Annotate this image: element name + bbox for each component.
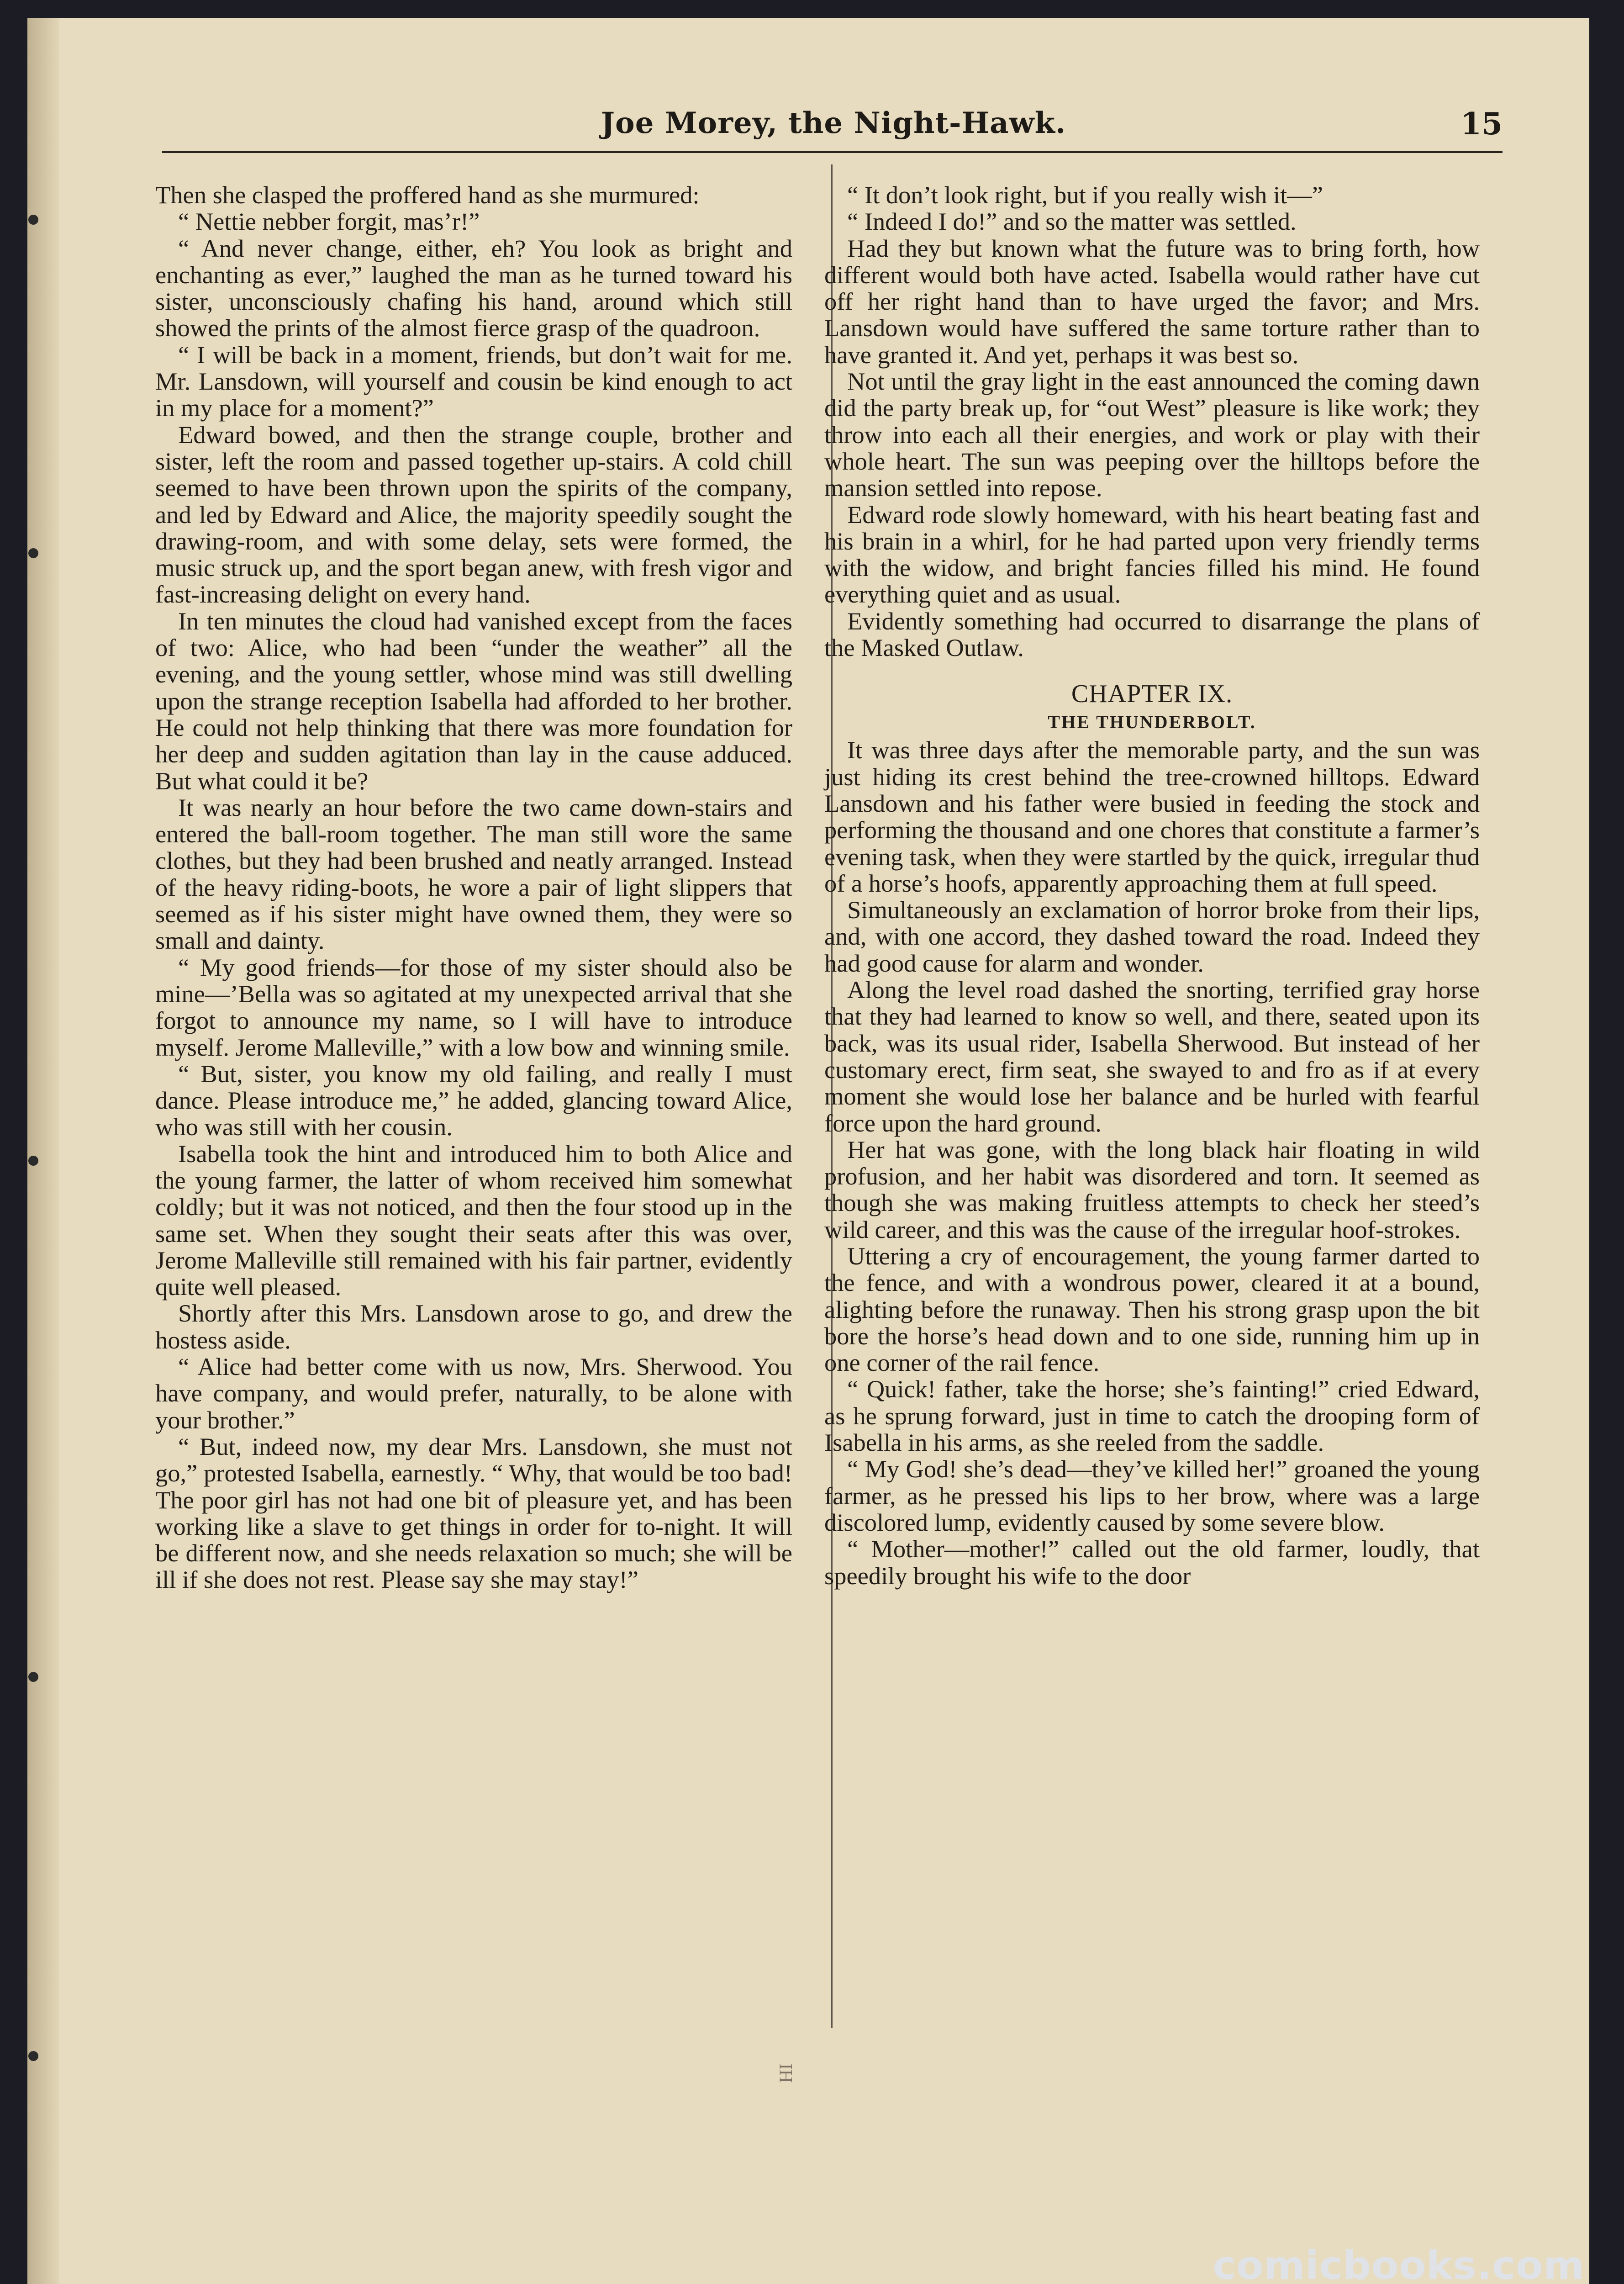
paragraph: “ My good friends—for those of my sister should also be mine—’Bella was so agitated at my unexpected arrival that she forgot to announce my name, so I will have to introduce myself. Jerome Malleville,” with a low bow and winning smile. bbox=[155, 953, 792, 1061]
right-column bbox=[824, 182, 1480, 1589]
page-title: Joe Morey, the Night-Hawk. bbox=[601, 106, 1066, 140]
paragraph: “ Alice had better come with us now, Mrs. Sherwood. You have company, and would prefer, naturally, to be alone with your brother.” bbox=[155, 1353, 792, 1434]
paragraph: “ But, sister, you know my old failing, and really I must dance. Please introduce me,” he added, glancing toward Alice, who was still with her cousin. bbox=[155, 1059, 792, 1141]
binding-hole bbox=[28, 1156, 38, 1166]
paragraph: “ I will be back in a moment, friends, but don’t wait for me. Mr. Lansdown, will yourself and cousin be kind enough to act in my place for a moment?” bbox=[155, 340, 792, 422]
binding-hole bbox=[28, 1672, 38, 1682]
paragraph: “ But, indeed now, my dear Mrs. Lansdown, she must not go,” protested Isabella, earnestly. “ Why, that would be too bad! The poor girl has not had one bit of pleasure yet, and has been working like a slave to get things in order for to-night. It will be different now, and she needs relaxation so much; she will be ill if she does not rest. Please say she may stay!” bbox=[155, 1432, 792, 1594]
paragraph: Her hat was gone, with the long black hair floating in wild profusion, and her habit was disordered and torn. It seemed as though she was making fruitless attempts to check her steed’s wild career, and this was the cause of the irregular hoof-strokes. bbox=[824, 1135, 1480, 1243]
paragraph: Uttering a cry of encouragement, the young farmer darted to the fence, and with a wondrous power, cleared it at a bound, alighting before the runaway. Then his strong grasp upon the bit bore the horse’s head down and to one side, running him up in one corner of the rail fence. bbox=[824, 1242, 1480, 1377]
paragraph: It was nearly an hour before the two came down-stairs and entered the ball-room together. The man still wore the same clothes, but they had been brushed and neatly arranged. Instead of the heavy riding-boots, he wore a pair of light slippers that seemed as if his sister might have owned them, they were so small and dainty. bbox=[155, 793, 792, 955]
paragraph: It was three days after the memorable party, and the sun was just hiding its crest behind the tree-crowned hilltops. Edward Lansdown and his father were busied in feeding the stock and performing the thousand and one chores that constitute a farmer’s evening task, when they were startled by the quick, irregular thud of a horse’s hoofs, apparently approaching them at full speed. bbox=[824, 736, 1480, 897]
left-column bbox=[155, 182, 792, 1593]
printer-mark: IH bbox=[775, 2063, 796, 2083]
paragraph: Then she clasped the proffered hand as she murmured: bbox=[155, 181, 700, 209]
paragraph: Not until the gray light in the east announced the coming dawn did the party break up, for “out West” pleasure is like work; they throw into each all their energies, and work or play with their whole heart. The sun was peeping over the hilltops before the mansion settled into repose. bbox=[824, 367, 1480, 502]
paragraph: “ My God! she’s dead—they’ve killed her!” groaned the young farmer, as he pressed his lips to her brow, where was a large discolored lump, evidently caused by some severe blow. bbox=[824, 1455, 1480, 1536]
paragraph: Edward rode slowly homeward, with his heart beating fast and his brain in a whirl, for he had parted upon very friendly terms with the widow, and bright fancies filled his mind. He found everything quiet and as usual. bbox=[824, 500, 1480, 608]
binding-hole bbox=[28, 2051, 38, 2061]
paragraph: “ Indeed I do!” and so the matter was settled. bbox=[847, 207, 1297, 236]
paragraph: Isabella took the hint and introduced him to both Alice and the young farmer, the latter of whom received him somewhat coldly; but it was not noticed, and then the four stood up in the same set. When they sought their seats after this was over, Jerome Malleville still remained with his fair partner, evidently quite well pleased. bbox=[155, 1139, 792, 1301]
paragraph: “ Mother—mother!” called out the old farmer, loudly, that speedily brought his wife to the door bbox=[824, 1535, 1480, 1590]
paragraph: “ It don’t look right, but if you really wish it—” bbox=[847, 181, 1323, 209]
binding-gutter bbox=[27, 18, 59, 2284]
running-head bbox=[164, 106, 1503, 152]
paragraph: “ Quick! father, take the horse; she’s fainting!” cried Edward, as he sprung forward, just in time to catch the drooping form of Isabella in his arms, as she reeled from the saddle. bbox=[824, 1375, 1480, 1457]
paragraph: Edward bowed, and then the strange couple, brother and sister, left the room and passed together up-stairs. A cold chill seemed to have been thrown upon the spirits of the company, and led by Edward and Alice, the majority speedily sought the drawing-room, and with some delay, sets were formed, the music struck up, and the sport began anew, with fresh vigor and fast-increasing delight on every hand. bbox=[155, 420, 792, 608]
paragraph: Simultaneously an exclamation of horror broke from their lips, and, with one accord, they dashed toward the road. Indeed they had good cause for alarm and wonder. bbox=[824, 896, 1480, 977]
paragraph: Evidently something had occurred to disarrange the plans of the Masked Outlaw. bbox=[824, 607, 1480, 662]
page-number: 15 bbox=[1461, 106, 1503, 142]
chapter-heading: CHAPTER IX. bbox=[1071, 680, 1233, 708]
site-watermark: comicbooks.com bbox=[1213, 2243, 1585, 2284]
paragraph: Along the level road dashed the snorting, terrified gray horse that they had learned to know so well, and there, seated upon its back, was its usual rider, Isabella Sherwood. But instead of her customary erect, firm seat, she swayed to and fro as if at every moment she would lose her balance and be hurled with fearful force upon the hard ground. bbox=[824, 976, 1480, 1137]
paragraph: Had they but known what the future was to bring forth, how different would both have acted. Isabella would rather have cut off her right hand than to have urged the favor; and Mrs. Lansdown would have suffered the same torture rather than to have granted it. And yet, perhaps it was best so. bbox=[824, 234, 1480, 369]
binding-hole bbox=[28, 548, 38, 558]
header-rule bbox=[162, 151, 1503, 153]
chapter-subheading: THE THUNDERBOLT. bbox=[1048, 712, 1256, 733]
paragraph: Shortly after this Mrs. Lansdown arose to go, and drew the hostess aside. bbox=[155, 1299, 792, 1354]
binding-hole bbox=[28, 215, 38, 225]
paragraph: In ten minutes the cloud had vanished except from the faces of two: Alice, who had been “under the weather” all the evening, and the young settler, whose mind was still dwelling upon the strange reception Isabella had afforded to her brother. He could not help thinking that there was more foundation for her deep and sudden agitation than lay in the cause adduced. But what could it be? bbox=[155, 607, 792, 795]
paragraph: “ Nettie nebber forgit, mas’r!” bbox=[178, 207, 480, 236]
paragraph: “ And never change, either, eh? You look as bright and enchanting as ever,” laughed the man as he turned toward his sister, unconsciously chafing his hand, around which still showed the prints of the almost fierce grasp of the quadroon. bbox=[155, 234, 792, 342]
